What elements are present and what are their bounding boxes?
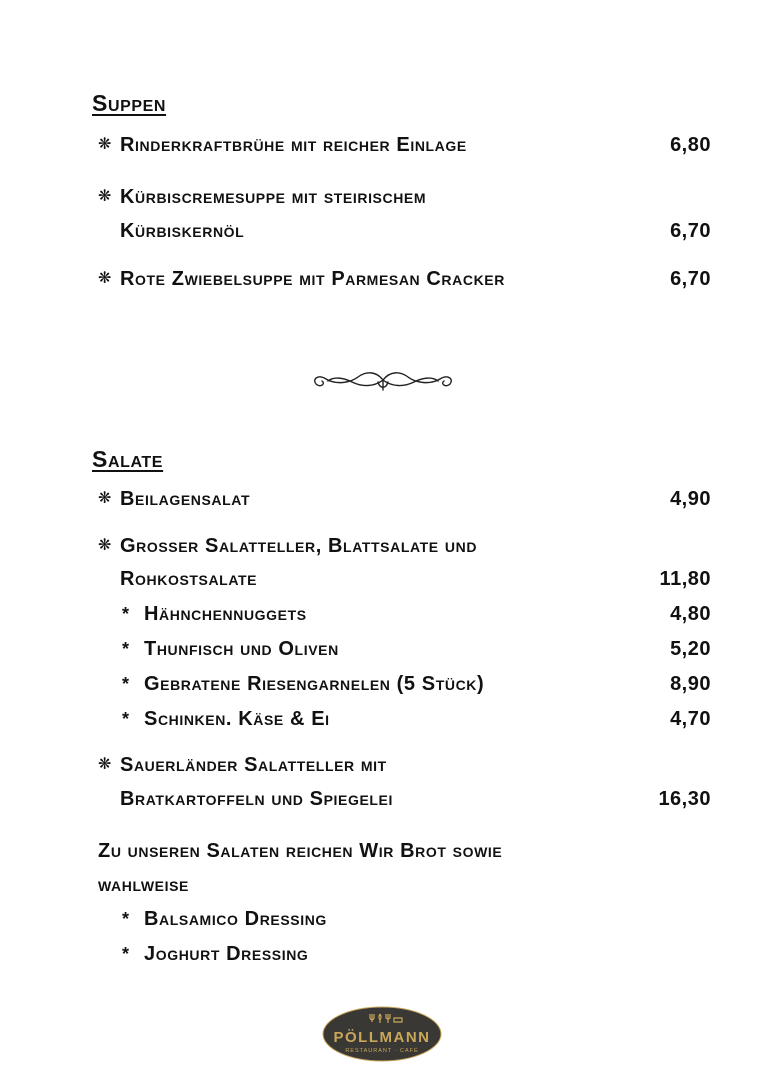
flourish-ornament-icon — [308, 365, 458, 395]
item-name-cont: Kürbiskernöl — [120, 220, 245, 242]
extra-price: 5,20 — [670, 638, 711, 660]
extra-price: 4,80 — [670, 603, 711, 625]
extra-name: Schinken. Käse & Ei — [144, 708, 330, 730]
extra-name: Thunfisch und Oliven — [144, 638, 339, 660]
menu-item-cont — [98, 217, 711, 245]
menu-item — [98, 485, 711, 513]
extra-price: 8,90 — [670, 673, 711, 695]
item-price: 6,70 — [670, 268, 711, 290]
extra-item — [122, 670, 711, 698]
dressing-item — [122, 905, 711, 933]
dressing-item — [122, 940, 711, 968]
dressing-name: Balsamico Dressing — [144, 908, 327, 930]
logo-tagline: RESTAURANT · CAFÉ — [345, 1048, 419, 1054]
item-name: Beilagensalat — [120, 488, 251, 510]
item-name: Rote Zwiebelsuppe mit Parmesan Cracker — [120, 268, 505, 290]
snowflake-bullet-icon: ❋ — [98, 188, 113, 205]
item-name: Rinderkraftbrühe mit reicher Einlage — [120, 134, 467, 156]
snowflake-bullet-icon: ❋ — [98, 270, 113, 287]
snowflake-bullet-icon: ❋ — [98, 490, 113, 507]
salad-note-cont — [98, 871, 711, 899]
note-text-cont: wahlweise — [98, 874, 189, 896]
section-heading-suppen: Suppen — [92, 90, 167, 116]
item-price: 6,80 — [670, 134, 711, 156]
item-name: Kürbiscremesuppe mit steirischem — [120, 186, 427, 208]
menu-item-cont — [98, 565, 711, 593]
asterisk-bullet-icon: * — [122, 674, 130, 694]
asterisk-bullet-icon: * — [122, 944, 130, 964]
menu-item — [98, 265, 711, 293]
item-price: 16,30 — [658, 788, 711, 810]
menu-item — [98, 183, 711, 211]
item-name-cont: Rohkostsalate — [120, 568, 258, 590]
menu-item-cont — [98, 785, 711, 813]
item-price: 6,70 — [670, 220, 711, 242]
menu-item — [98, 131, 711, 159]
item-name: Grosser Salatteller, Blattsalate und — [120, 535, 478, 557]
snowflake-bullet-icon: ❋ — [98, 136, 113, 153]
poellmann-logo — [322, 1006, 442, 1062]
section-heading-salate: Salate — [92, 446, 164, 472]
asterisk-bullet-icon: * — [122, 604, 130, 624]
menu-item — [98, 751, 711, 779]
dressing-name: Joghurt Dressing — [144, 943, 309, 965]
snowflake-bullet-icon: ❋ — [98, 756, 113, 773]
asterisk-bullet-icon: * — [122, 639, 130, 659]
extra-name: Hähnchennuggets — [144, 603, 307, 625]
extra-item — [122, 600, 711, 628]
item-price: 4,90 — [670, 488, 711, 510]
asterisk-bullet-icon: * — [122, 909, 130, 929]
item-name: Sauerländer Salatteller mit — [120, 754, 387, 776]
logo-name: PÖLLMANN — [333, 1029, 431, 1046]
asterisk-bullet-icon: * — [122, 709, 130, 729]
menu-item — [98, 532, 711, 560]
extra-item — [122, 705, 711, 733]
salad-note — [98, 837, 711, 865]
note-text: Zu unseren Salaten reichen Wir Brot sowie — [98, 840, 503, 862]
item-price: 11,80 — [659, 568, 711, 590]
extra-name: Gebratene Riesengarnelen (5 Stück) — [144, 673, 485, 695]
snowflake-bullet-icon: ❋ — [98, 537, 113, 554]
extra-item — [122, 635, 711, 663]
extra-price: 4,70 — [670, 708, 711, 730]
item-name-cont: Bratkartoffeln und Spiegelei — [120, 788, 393, 810]
